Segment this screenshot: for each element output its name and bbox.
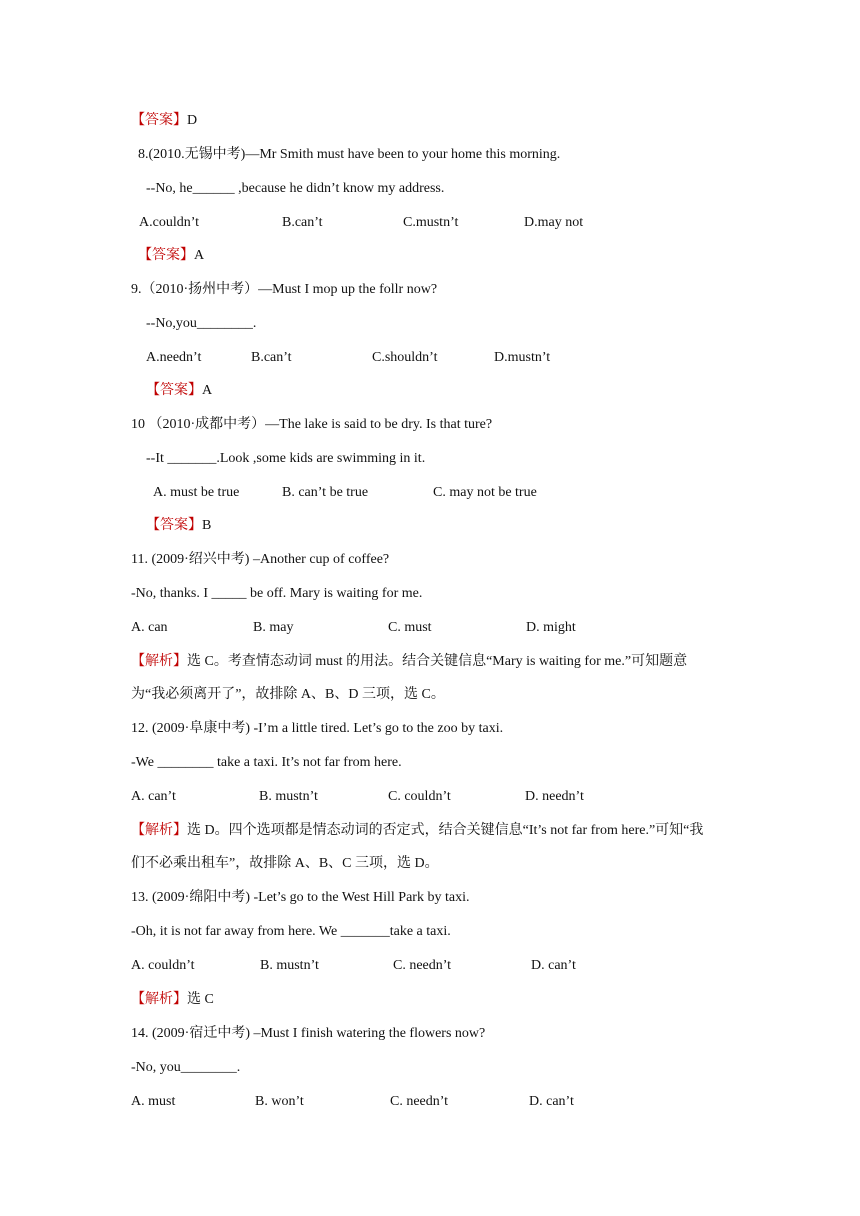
option-b-q14: B. won’t: [255, 1094, 304, 1109]
analysis-line-q13: [131, 990, 214, 1010]
option-b-q10: B. can’t be true: [282, 485, 369, 500]
question-stem-q11: 11. (2009·绍兴中考) –Another cup of coffee?: [131, 552, 390, 567]
option-d-q8: D.may not: [524, 215, 584, 230]
question-stem-q12: 12. (2009·阜康中考) -I’m a little tired. Let’s go to the zoo by taxi.: [131, 721, 504, 736]
option-c-q11: C. must: [388, 620, 432, 635]
analysis-text: 选 D。四个选项都是情态动词的否定式，结合关键信息“It’s not far from here.”可知“我: [187, 823, 704, 838]
option-b-q8: B.can’t: [282, 215, 323, 230]
option-a-q10: A. must be true: [153, 485, 240, 500]
analysis-text: 选 C: [187, 992, 214, 1007]
option-d-q13: D. can’t: [531, 958, 576, 973]
answer-line-q7: [131, 111, 197, 131]
answer-value: A: [194, 248, 205, 263]
option-c-q10: C. may not be true: [433, 485, 537, 500]
option-d-q12: D. needn’t: [525, 789, 584, 804]
option-a-q13: A. couldn’t: [131, 958, 195, 973]
question-reply-q14: -No, you________.: [131, 1060, 241, 1075]
option-b-q13: B. mustn’t: [260, 958, 319, 973]
analysis-line-q12: [131, 821, 703, 841]
question-reply-q10: --It _______.Look ,some kids are swimming in it.: [146, 451, 426, 466]
option-a-q11: A. can: [131, 620, 168, 635]
answer-value: B: [202, 518, 212, 533]
analysis-text: 选 C。考查情态动词 must 的用法。结合关键信息“Mary is waiting for me.”可知题意: [187, 654, 688, 669]
option-c-q9: C.shouldn’t: [372, 350, 438, 365]
option-b-q12: B. mustn’t: [259, 789, 318, 804]
answer-tag: 【答案】: [131, 113, 187, 128]
question-stem-q8: 8.(2010.无锡中考)—Mr Smith must have been to your home this morning.: [138, 147, 561, 162]
option-d-q11: D. might: [526, 620, 576, 635]
option-a-q9: A.needn’t: [146, 350, 202, 365]
option-a-q14: A. must: [131, 1094, 176, 1109]
option-d-q9: D.mustn’t: [494, 350, 551, 365]
analysis-tag: 【解析】: [131, 992, 187, 1007]
question-reply-q9: --No,you________.: [146, 316, 257, 331]
analysis-line-q11-cont: 为“我必须离开了”，故排除 A、B、D 三项，选 C。: [131, 687, 445, 702]
answer-value: A: [202, 383, 213, 398]
option-b-q11: B. may: [253, 620, 294, 635]
option-c-q14: C. needn’t: [390, 1094, 449, 1109]
analysis-line-q11: [131, 652, 687, 672]
question-stem-q14: 14. (2009·宿迁中考) –Must I finish watering the flowers now?: [131, 1026, 486, 1041]
analysis-tag: 【解析】: [131, 823, 187, 838]
answer-line-q8: [138, 246, 204, 266]
answer-line-q9: [146, 381, 212, 401]
answer-tag: 【答案】: [146, 383, 202, 398]
option-c-q12: C. couldn’t: [388, 789, 451, 804]
question-reply-q12: -We ________ take a taxi. It’s not far from here.: [131, 755, 402, 770]
answer-tag: 【答案】: [146, 518, 202, 533]
analysis-line-q12-cont: 们不必乘出租车”，故排除 A、B、C 三项，选 D。: [131, 856, 439, 871]
question-stem-q10: 10 （2010·成都中考）—The lake is said to be dry. Is that ture?: [131, 417, 493, 432]
question-reply-q11: -No, thanks. I _____ be off. Mary is waiting for me.: [131, 586, 423, 601]
question-stem-q9: 9.（2010·扬州中考）—Must I mop up the follr now?: [131, 282, 438, 297]
option-c-q13: C. needn’t: [393, 958, 452, 973]
option-a-q12: A. can’t: [131, 789, 176, 804]
analysis-tag: 【解析】: [131, 654, 187, 669]
option-d-q14: D. can’t: [529, 1094, 574, 1109]
option-c-q8: C.mustn’t: [403, 215, 459, 230]
answer-line-q10: [146, 516, 211, 536]
answer-tag: 【答案】: [138, 248, 194, 263]
question-reply-q8: --No, he______ ,because he didn’t know my address.: [146, 181, 445, 196]
answer-value: D: [187, 113, 198, 128]
option-a-q8: A.couldn’t: [139, 215, 200, 230]
question-stem-q13: 13. (2009·绵阳中考) -Let’s go to the West Hill Park by taxi.: [131, 890, 470, 905]
option-b-q9: B.can’t: [251, 350, 292, 365]
question-reply-q13: -Oh, it is not far away from here. We _______take a taxi.: [131, 924, 451, 939]
